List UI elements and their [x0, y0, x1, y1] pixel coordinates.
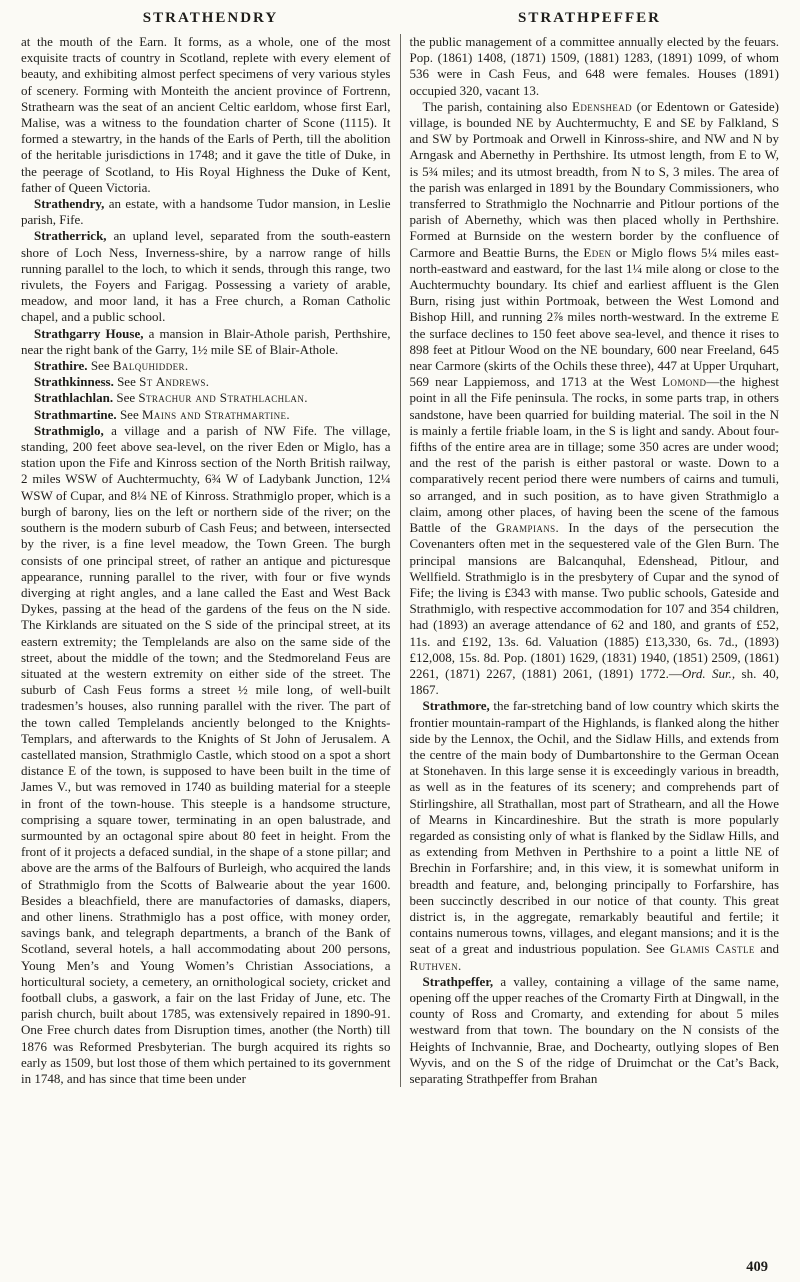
cross-reference: Grampians — [496, 520, 556, 536]
entry-headword: Strathendry, — [34, 196, 105, 212]
text-run: . In the days of the persecution the Covenanters often met in the sequestered vale of the Glen Burn. The principal mansions are Balcanquhal, Edenshead, Pitlour, and Wellfield. Strathmiglo is in the presbytery of Cupar and the synod of Fife; the living is £343 with manse. Two public schools, Gateside and Strathmiglo, with respective accommodation for 107 and 354 children, had (1893) an average attendance of 62 and 180, and grants of £52, 11s. and £192, 13s. 6d. Valuation (1885) £13,330, 6s. 7d., (1893) £12,008, 15s. 8d. Pop. (1801) 1629, (1831) 1940, (1851) 2509, (1861) 2261, (1871) 2267, (1881) 2061, (1891) 1772.— — [409, 520, 779, 681]
text-run: . — [457, 957, 462, 973]
cross-reference: Balquhidder — [112, 358, 185, 374]
entry-strathgarry-house — [21, 326, 391, 358]
text-run: at the mouth of the Earn. It forms, as a whole, one of the most exquisite tracts of country in Scotland, replete with every element of beauty, and exhibiting almost perfect specimens of very various styles of scenery. Forming with Monteith the ancient province of Fortrenn, Strathearn was the seat of an ancient Celtic earldom, whose first Earl, Malise, was a witness to the foundation charter of Scone (1115). It formed a stewartry, in the hands of the Earls of Perth, till the abolition of the heritable jurisdictions in 1748; and it gave the title of Duke, in the peerage of Scotland, to His Royal Highness the Duke of Kent, father of Queen Victoria. — [21, 34, 391, 195]
text-run: a village and a parish of NW Fife. The village, standing, 200 feet above sea-level, on the river Eden or Miglo, has a station upon the Fife and Kinross section of the North British railway, 2 miles WSW of Auchtermuchty, 6¾ W of Ladybank Junction, 12¼ WSW of Cupar, and 8¼ NE of Kinross. Strathmiglo proper, which is a burgh of barony, lies on the left or northern side of the river; on the southern is the modern suburb of Cash Feus; and between, intersected by the river, is a fine level meadow, the Town Green. The burgh consists of one principal street, of rather an antique and picturesque appearance, running parallel to the river, with four or five wynds diverging at right angles, and a lane called the East and West Back Dykes, passing at the head of the gardens of the feus on the N side. The Kirklands are situated on the S side of the principal street, at its eastern extremity; the Templelands are also on the same side of the street, about the middle of the town; and the Stedmoreland Feus are situated at the western extremity on either side of the street. The suburb of Cash Feus forms a street ½ mile long, of well-built tradesmen’s houses, also running parallel with the river. The part of the town called Templelands anciently belonged to the Knights-Templars, and afterwards to the Knights of St John of Jerusalem. A castellated mansion, Strathmiglo Castle, which stood on a spot a short distance E of the town, is supposed to have been built in the time of James V., but was removed in 1740 as building material for a steeple in front of the town-house. This steeple is a handsome structure, comprising a square tower, terminating in an open balustrade, and surmounted by an octagonal spire about 80 feet in height. From the front of it projects a defaced sundial, in the shape of a stone pillar; and above are the arms of the Balfours of Burleigh, who acquired the lands of Strathmiglo from the Scotts of Balwearie about the year 1600. Besides a bleachfield, there are manufactories of damasks, diapers, and other linens. Strathmiglo has a post office, with money order, savings bank, and telegraph departments, a branch of the Bank of Scotland, several hotels, a hall accommodating about 200 persons, Young Men’s and Young Women’s Christian Associations, a horticultural society, a cemetery, an ornithological society, cricket and football clubs, a gaswork, a fair on the last Friday of June, etc. The parish church, built about 1785, was extensively repaired in 1890-91. One Free church dates from Disruption times, another (the North) till 1876 was Reformed Presbyterian. The burgh acquired its rights so early as 1509, but lost those of them which pertained to its government in 1748, and has since that time been under — [21, 422, 391, 1086]
text-run: a mansion in Blair-Athole parish, Perthshire, near the right bank of the Garry, 1½ mile SE of Blair-Athole. — [21, 325, 391, 357]
page-number: 409 — [746, 1259, 768, 1275]
entry-headword: Strathgarry House, — [34, 325, 144, 341]
entry-strathearn-continuation — [21, 34, 391, 196]
text-run: . — [184, 358, 189, 374]
entry-headword: Strathkinness. — [34, 374, 114, 390]
entry-headword: Strathpeffer, — [422, 973, 494, 989]
entry-stratherrick — [21, 228, 391, 325]
text-run: See — [113, 374, 140, 390]
column-divider-rule — [400, 34, 401, 1087]
entry-headword: Strathmore, — [422, 698, 490, 714]
text-run: sh. 40, 1867. — [409, 665, 779, 698]
italic-text: Ord. Sur., — [681, 665, 736, 681]
cross-reference: Strachur and Strathlachlan — [138, 390, 305, 406]
text-run: . — [205, 374, 210, 390]
text-run: the far-stretching band of low country which skirts the frontier mountain-rampart of the Highlands, is flanked along the hither side by the Lennox, the Ochil, and the Sidlaw Hills, and extends from the centre of the main body of Dumbartonshire to the German Ocean at Stonehaven. In this large sense it is exceedingly various in breadth, as well as in the features of its scenery; and comprehends part of Stirlingshire, all Strathallan, most part of Strathearn, and all the Howe of Mearns in Kincardineshire. But the strath is more popularly regarded as consisting only of what is flanked by the Sidlaw Hills, and as extending from Methven in Perthshire to a point a little NE of Brechin in Forfarshire; and, in this view, it is somewhat uniform in breadth and feature, and, belonging principally to Forfarshire, has been succinctly described in our notice of that county. This great district is, in the aggregate, remarkably beautiful and fertile; it contains numerous towns, villages, and elegant mansions; and it is the seat of a great and industrious population. See — [409, 698, 779, 957]
cross-reference: Eden — [583, 244, 612, 260]
text-run: an estate, with a handsome Tudor mansion, in Leslie parish, Fife. — [21, 196, 391, 228]
text-run: See — [113, 390, 139, 406]
entry-headword: Stratherrick, — [34, 228, 107, 244]
text-run: an upland level, separated from the south-eastern shore of Loch Ness, Inverness-shire, by a narrow range of hills running parallel to the loch, to which it sends, through this range, two rivulets, the Foyers and Farigag. Possessing a variety of arable, meadow, and moor land, it has a Free church, a Roman Catholic chapel, and a public school. — [21, 228, 391, 325]
cross-reference: St Andrews — [139, 374, 206, 390]
text-run: The parish, containing also — [422, 98, 572, 114]
entry-strathpeffer — [410, 974, 780, 1087]
entry-strathmore — [410, 698, 780, 973]
left-column-header: STRATHENDRY — [142, 10, 279, 26]
left-column — [21, 34, 391, 1087]
text-run: See — [116, 406, 142, 422]
entry-strathmiglo — [21, 423, 391, 1087]
cross-reference: Lomond — [662, 374, 707, 390]
entry-headword: Strathmartine. — [34, 406, 117, 422]
entry-strathlachlan — [21, 390, 391, 406]
entry-headword: Strathmiglo, — [34, 422, 104, 438]
text-run: —the highest point in all the Fife peninsula. The rocks, in some parts trap, in others sandstone, have been quarried for building material. The soil in the N is mainly a fertile friable loam, in the S is light and sandy. About four-fifths of the entire area are in tillage; some 350 acres are under wood; and the rest of the parish is either pastoral or waste. Down to a comparatively recent period there were numbers of cairns and tumuli, so arranged, and in such position, as to have given Strathmiglo a claim, among other places, of having been the scene of the famous Battle of the — [409, 374, 780, 536]
cross-reference: Edenshead — [572, 98, 633, 114]
running-heads — [21, 10, 779, 27]
text-run: See — [87, 358, 113, 374]
cross-reference: Ruthven — [409, 957, 458, 973]
cross-reference: Mains and Strathmartine — [141, 406, 287, 422]
right-column-header: STRATHPEFFER — [518, 10, 661, 26]
entry-strathendry — [21, 196, 391, 228]
cross-reference: Glamis Castle — [670, 941, 755, 957]
entry-headword: Strathlachlan. — [34, 390, 114, 406]
entry-strathire — [21, 358, 391, 374]
text-run: . — [286, 406, 290, 422]
entry-strathmiglo-parish — [410, 99, 780, 699]
text-columns — [21, 34, 779, 1087]
text-run: (or Edentown or Gateside) village, is bounded NE by Auchtermuchty, E and SE by Falkland, S and SW by Portmoak and Orwell in Kinross-shire, and NW and N by Arngask and Abernethy in Perthshire. Its utmost length, from E to W, is 5¾ miles; and its utmost breadth, from N to S, 3 miles. The area of the parish was enlarged in 1891 by the Boundary Commissioners, who transferred to Strathmiglo the Nochnarrie and Pitlour portions of the parish of Abernethy, which was then placed wholly in Perthshire. Formed at Burnside on the western border by the confluence of Carmore and Beattie Burns, the — [409, 98, 779, 260]
entry-strathmartine — [21, 407, 391, 423]
right-column — [410, 34, 780, 1087]
entry-strathmiglo-continuation — [410, 34, 780, 99]
entry-headword: Strathire. — [34, 358, 88, 374]
text-run: or Miglo flows 5¼ miles east-north-eastward and eastward, for the last 1¼ mile along or close to the Auchtermuchty boundary. Its chief and earliest affluent is the Glen Burn, rising just within Portmoak, between the West Lomond and Bishop Hill, and running 2⅞ miles north-westward. In the extreme E the surface declines to 150 feet above sea-level, and thence it rises to 898 feet at Pitlour Wood on the NE boundary, 600 near Freeland, 645 near Carmore (skirts of the Ochils these three), 447 at Upper Urquhart, 569 near Lappiemoss, and 1713 at the West — [409, 244, 779, 390]
text-run: a valley, containing a village of the same name, opening off the upper reaches of the Cromarty Firth at Dingwall, in the county of Ross and Cromarty, and extending for about 5 miles westward from that town. The boundary on the N consists of the Heights of Inchvannie, Brae, and Dochearty, outlying slopes of Ben Wyvis, and on the S of the ridge of Druimchat or the Cat’s Back, separating Strathpeffer from Brahan — [409, 973, 779, 1086]
text-run: the public management of a committee annually elected by the feuars. Pop. (1861) 1408, (1871) 1509, (1881) 1283, (1891) 1099, of whom 536 were in Cash Feus, and 648 were females. Houses (1891) occupied 320, vacant 13. — [409, 34, 779, 98]
entry-strathkinness — [21, 374, 391, 390]
text-run: and — [754, 941, 779, 957]
text-run: . — [304, 390, 308, 406]
